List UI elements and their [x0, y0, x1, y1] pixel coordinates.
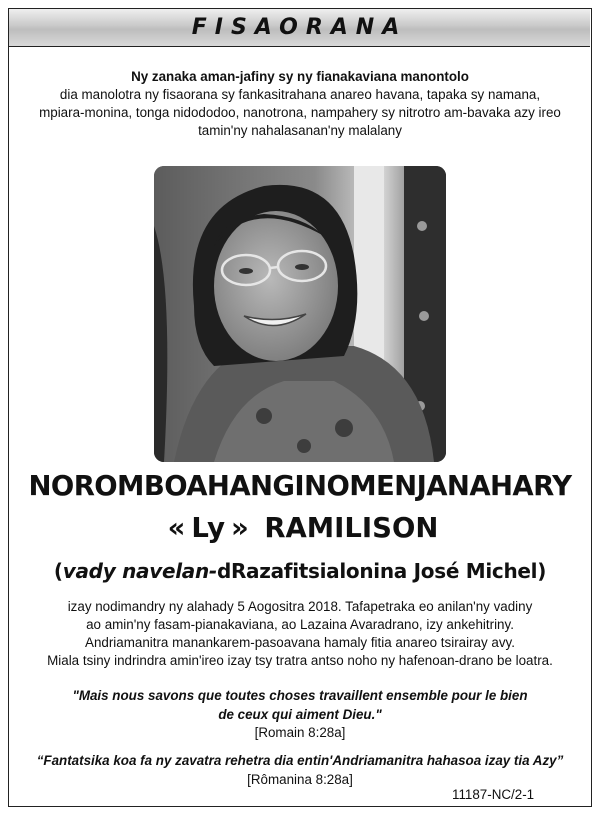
- body-line: Andriamanitra manankarem-pasoavana hamaly fitia anareo tsirairay avy.: [85, 635, 515, 650]
- french-verse: [0, 687, 600, 743]
- spouse-line: [0, 556, 600, 586]
- malagasy-verse: [0, 752, 600, 789]
- body-line: izay nodimandry ny alahady 5 Aogositra 2018. Tafapetraka eo anilan'ny vadiny: [67, 599, 533, 614]
- portrait-photo: [154, 166, 446, 462]
- deceased-nickname: Ly: [191, 512, 225, 544]
- intro-line: mpiara-monina, tonga nidododoo, nanotrona, nampahery sy nitrotro am-bavaka azy ireo: [39, 105, 561, 120]
- intro-block: [0, 68, 600, 140]
- notice-title: FISAORANA: [191, 15, 408, 40]
- intro-lead: Ny zanaka aman-jafiny sy ny fianakaviana manontolo: [131, 69, 469, 84]
- deceased-surname: RAMILISON: [264, 512, 439, 544]
- body-line: Miala tsiny indrindra amin'ireo izay tsy tratra antso noho ny hafenoan-drano be loatra.: [47, 653, 553, 668]
- french-verse-line: "Mais nous savons que toutes choses travaillent ensemble pour le bien: [72, 688, 528, 703]
- open-guillemet: «: [167, 512, 186, 544]
- spouse-name: dRazafitsialonina José Michel: [216, 559, 538, 583]
- spouse-prefix: vady navelan-: [62, 559, 217, 583]
- portrait-illustration: [154, 166, 446, 462]
- french-verse-reference: [Romain 8:28a]: [254, 725, 346, 740]
- intro-line: tamin'ny nahalasanan'ny malalany: [198, 123, 402, 138]
- deceased-name: NOROMBOAHANGINOMENJANAHARY: [28, 470, 572, 502]
- body-line: ao amin'ny fasam-pianakaviana, ao Lazaina Avaradrano, izy ankehitriny.: [86, 617, 514, 632]
- malagasy-verse-line: “Fantatsika koa fa ny zavatra rehetra dia entin'Andriamanitra hahasoa izay tia Azy”: [36, 753, 564, 768]
- notice-code: 11187-NC/2-1: [452, 787, 535, 802]
- spouse-open-paren: (: [53, 559, 63, 583]
- spouse-close-paren: ): [537, 559, 547, 583]
- header-banner: [9, 9, 590, 47]
- close-guillemet: »: [231, 512, 249, 544]
- french-verse-line: de ceux qui aiment Dieu.": [218, 706, 382, 722]
- malagasy-verse-reference: [Rômanina 8:28a]: [247, 771, 353, 787]
- intro-line: dia manolotra ny fisaorana sy fankasitrahana anareo havana, tapaka sy namana,: [59, 87, 541, 102]
- notice-body: [0, 598, 600, 670]
- deceased-surname-line: [0, 508, 600, 548]
